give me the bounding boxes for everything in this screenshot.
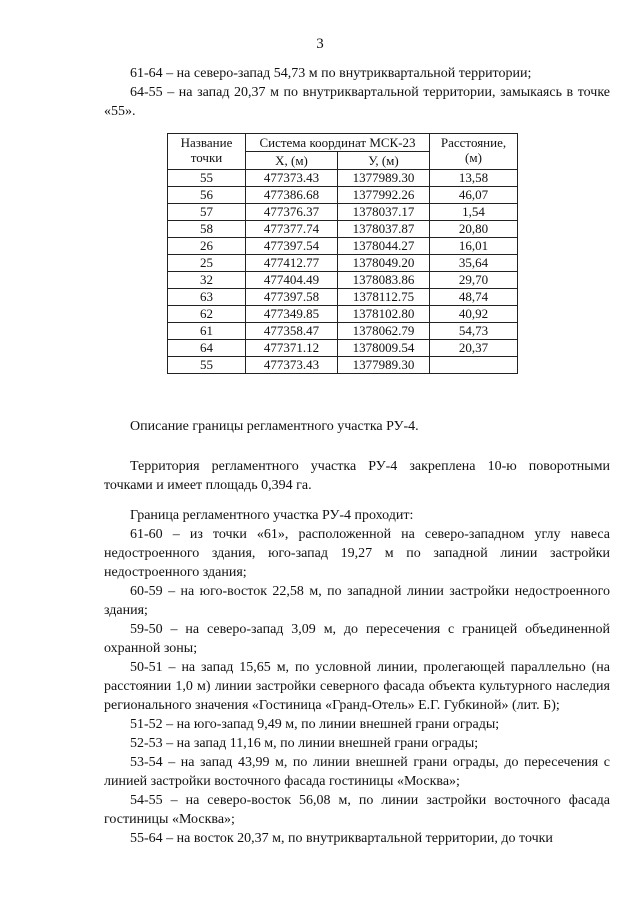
border-item: 52-53 – на запад 11,16 м, по линии внешней грани ограды; bbox=[130, 736, 479, 751]
point-cell: 32 bbox=[168, 272, 246, 289]
x-cell: 477397.58 bbox=[246, 289, 338, 306]
border-description bbox=[104, 506, 610, 848]
table-header-row bbox=[168, 134, 518, 152]
distance-cell: 54,73 bbox=[430, 323, 518, 340]
table-row bbox=[168, 357, 518, 374]
x-cell: 477404.49 bbox=[246, 272, 338, 289]
intro-line: 64-55 – на запад 20,37 м по внутриквартальной территории, замыкаясь в точке «55». bbox=[104, 85, 610, 119]
table-row bbox=[168, 289, 518, 306]
point-cell: 57 bbox=[168, 204, 246, 221]
x-cell: 477373.43 bbox=[246, 170, 338, 187]
distance-cell: 16,01 bbox=[430, 238, 518, 255]
border-item: 50-51 – на запад 15,65 м, по условной линии, пролегающей параллельно (на расстоянии 1,0 м) линии застройки северного фасада объекта культурного наследия регионального значения «Гостиница «Гранд-Отель» Е.Г. Губкиной» (лит. Б); bbox=[104, 660, 610, 713]
y-cell: 1378037.17 bbox=[338, 204, 430, 221]
x-cell: 477376.37 bbox=[246, 204, 338, 221]
y-cell: 1378009.54 bbox=[338, 340, 430, 357]
distance-cell: 48,74 bbox=[430, 289, 518, 306]
header-point-name: Название точки bbox=[168, 134, 246, 170]
distance-cell: 46,07 bbox=[430, 187, 518, 204]
distance-cell: 35,64 bbox=[430, 255, 518, 272]
table-body bbox=[168, 170, 518, 374]
point-cell: 55 bbox=[168, 357, 246, 374]
border-item: 61-60 – из точки «61», расположенной на северо-западном углу навеса недостроенного здания, юго-запад 19,27 м по западной линии застройки недостроенного здания; bbox=[104, 527, 610, 580]
intro-line: 61-64 – на северо-запад 54,73 м по внутриквартальной территории; bbox=[130, 66, 532, 81]
border-item: 54-55 – на северо-восток 56,08 м, по линии застройки восточного фасада гостиницы «Москва»; bbox=[104, 793, 610, 827]
table-row bbox=[168, 204, 518, 221]
table-row bbox=[168, 340, 518, 357]
x-cell: 477412.77 bbox=[246, 255, 338, 272]
territory-paragraph: Территория регламентного участка РУ-4 закреплена 10-ю поворотными точками и имеет площадь 0,394 га. bbox=[104, 459, 610, 493]
x-cell: 477349.85 bbox=[246, 306, 338, 323]
coordinates-table bbox=[167, 133, 518, 374]
distance-cell bbox=[430, 357, 518, 374]
y-cell: 1378083.86 bbox=[338, 272, 430, 289]
border-item: 59-50 – на северо-запад 3,09 м, до пересечения с границей объединенной охранной зоны; bbox=[104, 622, 610, 656]
table-row bbox=[168, 238, 518, 255]
point-cell: 58 bbox=[168, 221, 246, 238]
distance-cell: 13,58 bbox=[430, 170, 518, 187]
x-cell: 477397.54 bbox=[246, 238, 338, 255]
intro-text bbox=[104, 64, 610, 121]
border-item: 60-59 – на юго-восток 22,58 м, по западной линии застройки недостроенного здания; bbox=[104, 584, 610, 618]
x-cell: 477386.68 bbox=[246, 187, 338, 204]
point-cell: 55 bbox=[168, 170, 246, 187]
border-item: 51-52 – на юго-запад 9,49 м, по линии внешней грани ограды; bbox=[130, 717, 500, 732]
section-title: Описание границы регламентного участка РУ-4. bbox=[130, 419, 419, 434]
point-cell: 56 bbox=[168, 187, 246, 204]
x-cell: 477371.12 bbox=[246, 340, 338, 357]
y-cell: 1377992.26 bbox=[338, 187, 430, 204]
distance-cell: 40,92 bbox=[430, 306, 518, 323]
x-cell: 477377.74 bbox=[246, 221, 338, 238]
y-cell: 1378062.79 bbox=[338, 323, 430, 340]
distance-cell: 1,54 bbox=[430, 204, 518, 221]
x-cell: 477373.43 bbox=[246, 357, 338, 374]
header-y: У, (м) bbox=[338, 152, 430, 170]
header-distance: Расстояние, (м) bbox=[430, 134, 518, 170]
distance-cell: 20,37 bbox=[430, 340, 518, 357]
x-cell: 477358.47 bbox=[246, 323, 338, 340]
y-cell: 1378044.27 bbox=[338, 238, 430, 255]
table-row bbox=[168, 221, 518, 238]
point-cell: 26 bbox=[168, 238, 246, 255]
header-coordinate-system: Система координат МСК-23 bbox=[246, 134, 430, 152]
y-cell: 1378102.80 bbox=[338, 306, 430, 323]
table-row bbox=[168, 306, 518, 323]
y-cell: 1378112.75 bbox=[338, 289, 430, 306]
header-x: Х, (м) bbox=[246, 152, 338, 170]
point-cell: 25 bbox=[168, 255, 246, 272]
distance-cell: 20,80 bbox=[430, 221, 518, 238]
point-cell: 61 bbox=[168, 323, 246, 340]
table-row bbox=[168, 323, 518, 340]
table-row bbox=[168, 170, 518, 187]
y-cell: 1377989.30 bbox=[338, 170, 430, 187]
y-cell: 1378049.20 bbox=[338, 255, 430, 272]
table-row bbox=[168, 255, 518, 272]
border-intro: Граница регламентного участка РУ-4 проходит: bbox=[130, 508, 414, 523]
border-item: 53-54 – на запад 43,99 м, по линии внешней грани ограды, до пересечения с линией застройки восточного фасада гостиницы «Москва»; bbox=[104, 755, 610, 789]
table-row bbox=[168, 187, 518, 204]
y-cell: 1378037.87 bbox=[338, 221, 430, 238]
point-cell: 62 bbox=[168, 306, 246, 323]
page-number: 3 bbox=[316, 36, 324, 52]
table-row bbox=[168, 272, 518, 289]
point-cell: 63 bbox=[168, 289, 246, 306]
y-cell: 1377989.30 bbox=[338, 357, 430, 374]
border-item: 55-64 – на восток 20,37 м, по внутриквартальной территории, до точки bbox=[130, 831, 553, 846]
distance-cell: 29,70 bbox=[430, 272, 518, 289]
point-cell: 64 bbox=[168, 340, 246, 357]
